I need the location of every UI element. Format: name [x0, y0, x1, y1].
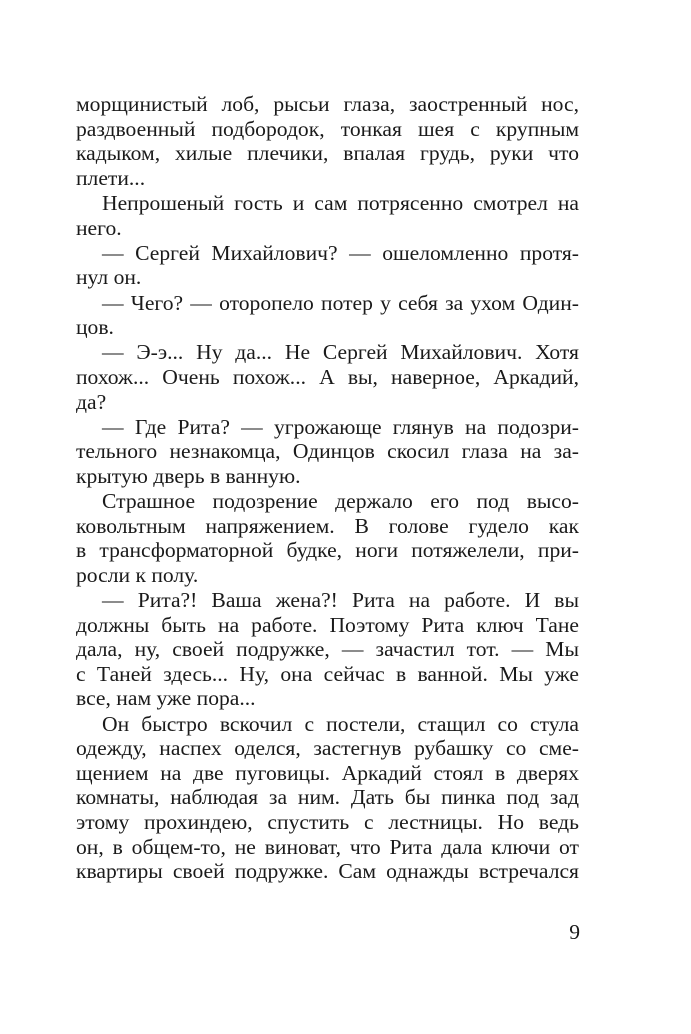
text-line: щением на две пуговицы. Аркадий стоял в дверях	[76, 760, 579, 785]
text-line: Он быстро вскочил с постели, стащил со стула	[102, 711, 579, 736]
text-line: Страшное подозрение держало его под высо-	[102, 489, 579, 514]
text-line: морщинистый лоб, рысьи глаза, заостренный нос,	[76, 92, 579, 116]
body-text	[76, 92, 579, 884]
text-line: Непрошеный гость и сам потрясенно смотрел на	[102, 190, 579, 215]
paragraph	[76, 241, 579, 290]
page-number: 9	[569, 920, 580, 944]
text-line: — Э-э... Ну да... Не Сергей Михайлович. Хотя	[102, 340, 579, 365]
text-line: этому прохиндею, спустить с лестницы. Но ведь	[76, 809, 579, 834]
text-line: — Чего? — оторопело потер у себя за ухом Один-	[102, 290, 579, 315]
text-line: раздвоенный подбородок, тонкая шея с крупным	[76, 116, 579, 141]
text-line: должны быть на работе. Поэтому Рита ключ Тане	[76, 612, 579, 637]
text-line: нул он.	[76, 265, 142, 290]
text-line: комнаты, наблюдая за ним. Дать бы пинка под зад	[76, 785, 579, 810]
text-line: квартиры своей подружке. Сам однажды встречался	[76, 859, 579, 884]
paragraph	[76, 415, 579, 489]
paragraph	[76, 191, 579, 240]
text-line: одежду, наспех оделся, застегнув рубашку со сме-	[76, 736, 579, 761]
text-line: тельного незнакомца, Одинцов скосил глаза на за-	[76, 439, 579, 464]
text-line: да?	[76, 389, 107, 414]
paragraph	[76, 489, 579, 587]
text-line: — Рита?! Ваша жена?! Рита на работе. И вы	[102, 588, 579, 613]
text-line: дала, ну, своей подружке, — зачастил тот. — Мы	[76, 637, 579, 662]
paragraph	[76, 92, 579, 190]
text-line: росли к полу.	[76, 562, 199, 587]
paragraph	[76, 291, 579, 340]
text-line: он, в общем-то, не виноват, что Рита дала ключи от	[76, 834, 579, 859]
text-line: плети...	[76, 165, 146, 190]
paragraph	[76, 340, 579, 414]
paragraph	[76, 712, 579, 884]
paragraph	[76, 588, 579, 711]
text-line: цов.	[76, 315, 114, 340]
text-line: с Таней здесь... Ну, она сейчас в ванной. Мы уже	[76, 661, 579, 686]
text-line: ковольтным напряжением. В голове гудело как	[76, 513, 579, 538]
text-line: него.	[76, 215, 122, 240]
text-line: кадыком, хилые плечики, впалая грудь, руки что	[76, 141, 579, 166]
text-line: крытую дверь в ванную.	[76, 463, 301, 488]
text-line: — Сергей Михайлович? — ошеломленно протя-	[102, 240, 579, 265]
text-line: в трансформаторной будке, ноги потяжелели, при-	[76, 538, 579, 563]
text-line: — Где Рита? — угрожающе глянув на подозри-	[102, 414, 579, 439]
text-line: похож... Очень похож... А вы, наверное, Аркадий,	[76, 364, 579, 389]
text-line: все, нам уже пора...	[76, 686, 256, 711]
